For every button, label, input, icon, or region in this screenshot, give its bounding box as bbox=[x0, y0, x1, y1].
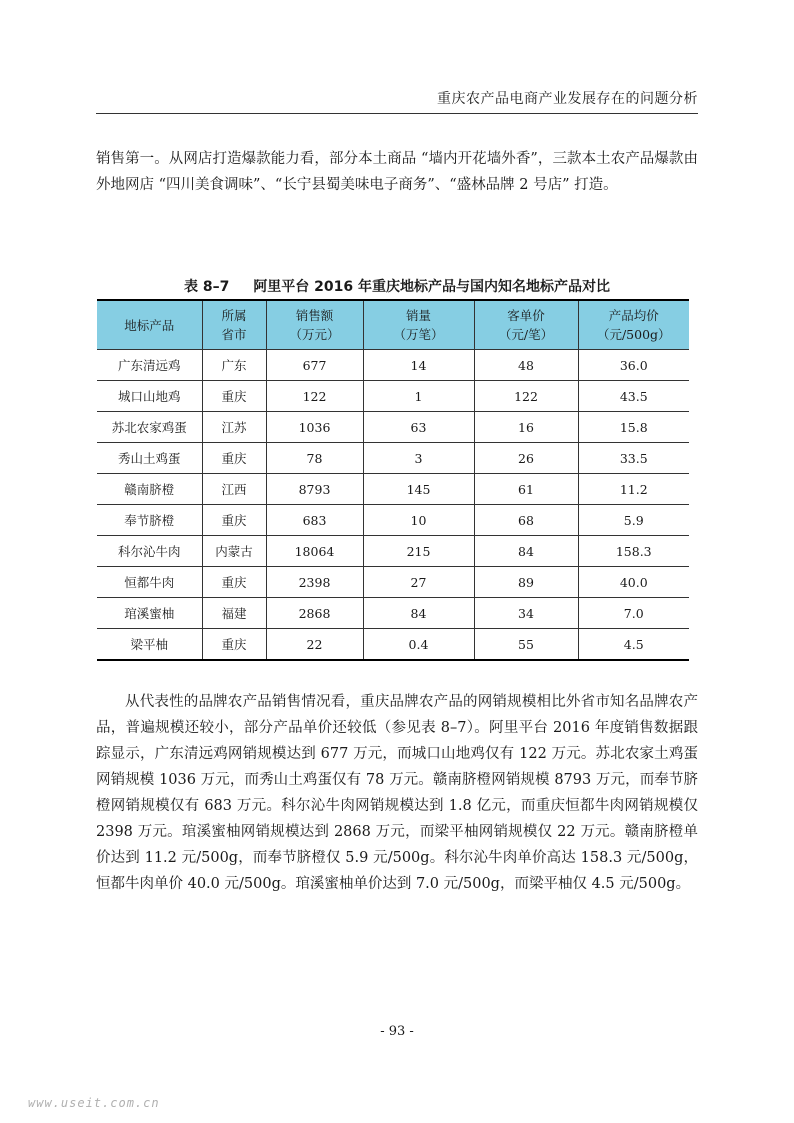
table-cell: 84 bbox=[363, 598, 474, 629]
table-cell: 63 bbox=[363, 412, 474, 443]
header-divider bbox=[96, 113, 698, 114]
table-cell: 恒都牛肉 bbox=[97, 567, 202, 598]
table-cell: 4.5 bbox=[578, 629, 689, 661]
table-row bbox=[97, 350, 689, 381]
col-header-volume-line1: 销量 bbox=[405, 308, 431, 323]
table-row bbox=[97, 412, 689, 443]
col-header-sales-line1: 销售额 bbox=[295, 308, 334, 323]
running-header: 重庆农产品电商产业发展存在的问题分析 bbox=[437, 91, 698, 107]
col-header-order-price-line2: （元/笔） bbox=[498, 327, 554, 342]
table-header-row bbox=[97, 300, 689, 350]
col-header-avg-price bbox=[578, 300, 689, 350]
table-cell: 琯溪蜜柚 bbox=[97, 598, 202, 629]
table-cell: 18064 bbox=[266, 536, 363, 567]
table-cell: 广东清远鸡 bbox=[97, 350, 202, 381]
comparison-table bbox=[97, 299, 689, 661]
table-cell: 重庆 bbox=[202, 629, 266, 661]
table-cell: 145 bbox=[363, 474, 474, 505]
table-cell: 7.0 bbox=[578, 598, 689, 629]
col-header-product bbox=[97, 300, 202, 350]
table-cell: 215 bbox=[363, 536, 474, 567]
table-cell: 11.2 bbox=[578, 474, 689, 505]
paragraph-intro: 销售第一。从网店打造爆款能力看，部分本土商品 “墙内开花墙外香”，三款本土农产品爆款由外地网店 “四川美食调味”、“长宁县蜀美味电子商务”、“盛林品牌 2 号店” 打造。 bbox=[96, 151, 698, 193]
table-cell: 27 bbox=[363, 567, 474, 598]
col-header-province-line1: 所属 bbox=[221, 308, 247, 323]
col-header-volume bbox=[363, 300, 474, 350]
table-cell: 3 bbox=[363, 443, 474, 474]
table-caption-title: 阿里平台 2016 年重庆地标产品与国内知名地标产品对比 bbox=[253, 279, 611, 295]
table-cell: 158.3 bbox=[578, 536, 689, 567]
table-cell: 43.5 bbox=[578, 381, 689, 412]
table-cell: 10 bbox=[363, 505, 474, 536]
page-number: - 93 - bbox=[380, 1024, 414, 1039]
table-cell: 78 bbox=[266, 443, 363, 474]
table-row bbox=[97, 474, 689, 505]
table-cell: 江苏 bbox=[202, 412, 266, 443]
table-cell: 0.4 bbox=[363, 629, 474, 661]
table-cell: 15.8 bbox=[578, 412, 689, 443]
table-body bbox=[97, 350, 689, 661]
table-cell: 苏北农家鸡蛋 bbox=[97, 412, 202, 443]
table-cell: 5.9 bbox=[578, 505, 689, 536]
col-header-sales-line2: （万元） bbox=[289, 327, 340, 342]
table-cell: 福建 bbox=[202, 598, 266, 629]
table-cell: 8793 bbox=[266, 474, 363, 505]
table-row bbox=[97, 567, 689, 598]
table-cell: 2868 bbox=[266, 598, 363, 629]
table-row bbox=[97, 629, 689, 661]
table-cell: 1 bbox=[363, 381, 474, 412]
table-cell: 61 bbox=[474, 474, 578, 505]
table-cell: 重庆 bbox=[202, 381, 266, 412]
table-caption-number: 表 8–7 bbox=[183, 279, 230, 295]
table-cell: 秀山土鸡蛋 bbox=[97, 443, 202, 474]
table-row bbox=[97, 381, 689, 412]
table-cell: 重庆 bbox=[202, 505, 266, 536]
col-header-sales bbox=[266, 300, 363, 350]
table-cell: 36.0 bbox=[578, 350, 689, 381]
table-cell: 683 bbox=[266, 505, 363, 536]
table-cell: 广东 bbox=[202, 350, 266, 381]
table-row bbox=[97, 505, 689, 536]
table-cell: 48 bbox=[474, 350, 578, 381]
table-header bbox=[97, 300, 689, 350]
table-cell: 22 bbox=[266, 629, 363, 661]
table-cell: 26 bbox=[474, 443, 578, 474]
table-cell: 江西 bbox=[202, 474, 266, 505]
paragraph-analysis: 从代表性的品牌农产品销售情况看，重庆品牌农产品的网销规模相比外省市知名品牌农产品，普遍规模还较小，部分产品单价还较低（参见表 8–7）。阿里平台 2016 年度销售数据跟踪显示，广东清远鸡网销规模达到 677 万元，而城口山地鸡仅有 122 万元。苏北农家土鸡蛋网销规模 1036 万元，而秀山土鸡蛋仅有 78 万元。赣南脐橙网销规模 8793 万元，而奉节脐橙网销规模仅有 683 万元。科尔沁牛肉网销规模达到 1.8 亿元，而重庆恒都牛肉网销规模仅 2398 万元。琯溪蜜柚网销规模达到 2868 万元，而梁平柚网销规模仅 22 万元。赣南脐橙单价达到 11.2 元/500g，而奉节脐橙仅 5.9 元/500g。科尔沁牛肉单价高达 158.3 元/500g，恒都牛肉单价 40.0 元/500g。琯溪蜜柚单价达到 7.0 元/500g，而梁平柚仅 4.5 元/500g。 bbox=[96, 694, 698, 892]
table-cell: 赣南脐橙 bbox=[97, 474, 202, 505]
table-cell: 城口山地鸡 bbox=[97, 381, 202, 412]
table-cell: 重庆 bbox=[202, 443, 266, 474]
table-cell: 122 bbox=[474, 381, 578, 412]
table-cell: 内蒙古 bbox=[202, 536, 266, 567]
table-cell: 89 bbox=[474, 567, 578, 598]
table-row bbox=[97, 443, 689, 474]
col-header-volume-line2: （万笔） bbox=[393, 327, 444, 342]
table-cell: 55 bbox=[474, 629, 578, 661]
table-cell: 科尔沁牛肉 bbox=[97, 536, 202, 567]
col-header-product-label: 地标产品 bbox=[124, 317, 175, 333]
table-cell: 68 bbox=[474, 505, 578, 536]
table-cell: 33.5 bbox=[578, 443, 689, 474]
table-cell: 14 bbox=[363, 350, 474, 381]
table-cell: 奉节脐橙 bbox=[97, 505, 202, 536]
table-row bbox=[97, 598, 689, 629]
table-cell: 84 bbox=[474, 536, 578, 567]
table-cell: 677 bbox=[266, 350, 363, 381]
watermark: www.useit.com.cn bbox=[28, 1096, 160, 1110]
table-cell: 40.0 bbox=[578, 567, 689, 598]
table-cell: 34 bbox=[474, 598, 578, 629]
table-cell: 122 bbox=[266, 381, 363, 412]
col-header-province-line2: 省市 bbox=[221, 327, 247, 342]
col-header-province bbox=[202, 300, 266, 350]
table-cell: 重庆 bbox=[202, 567, 266, 598]
table-row bbox=[97, 536, 689, 567]
table-cell: 16 bbox=[474, 412, 578, 443]
col-header-order-price-line1: 客单价 bbox=[507, 308, 545, 323]
col-header-avg-price-line2: （元/500g） bbox=[596, 327, 671, 342]
table-cell: 1036 bbox=[266, 412, 363, 443]
table-caption bbox=[96, 276, 698, 296]
table-cell: 梁平柚 bbox=[97, 629, 202, 661]
col-header-avg-price-line1: 产品均价 bbox=[608, 308, 659, 323]
table-cell: 2398 bbox=[266, 567, 363, 598]
col-header-order-price bbox=[474, 300, 578, 350]
